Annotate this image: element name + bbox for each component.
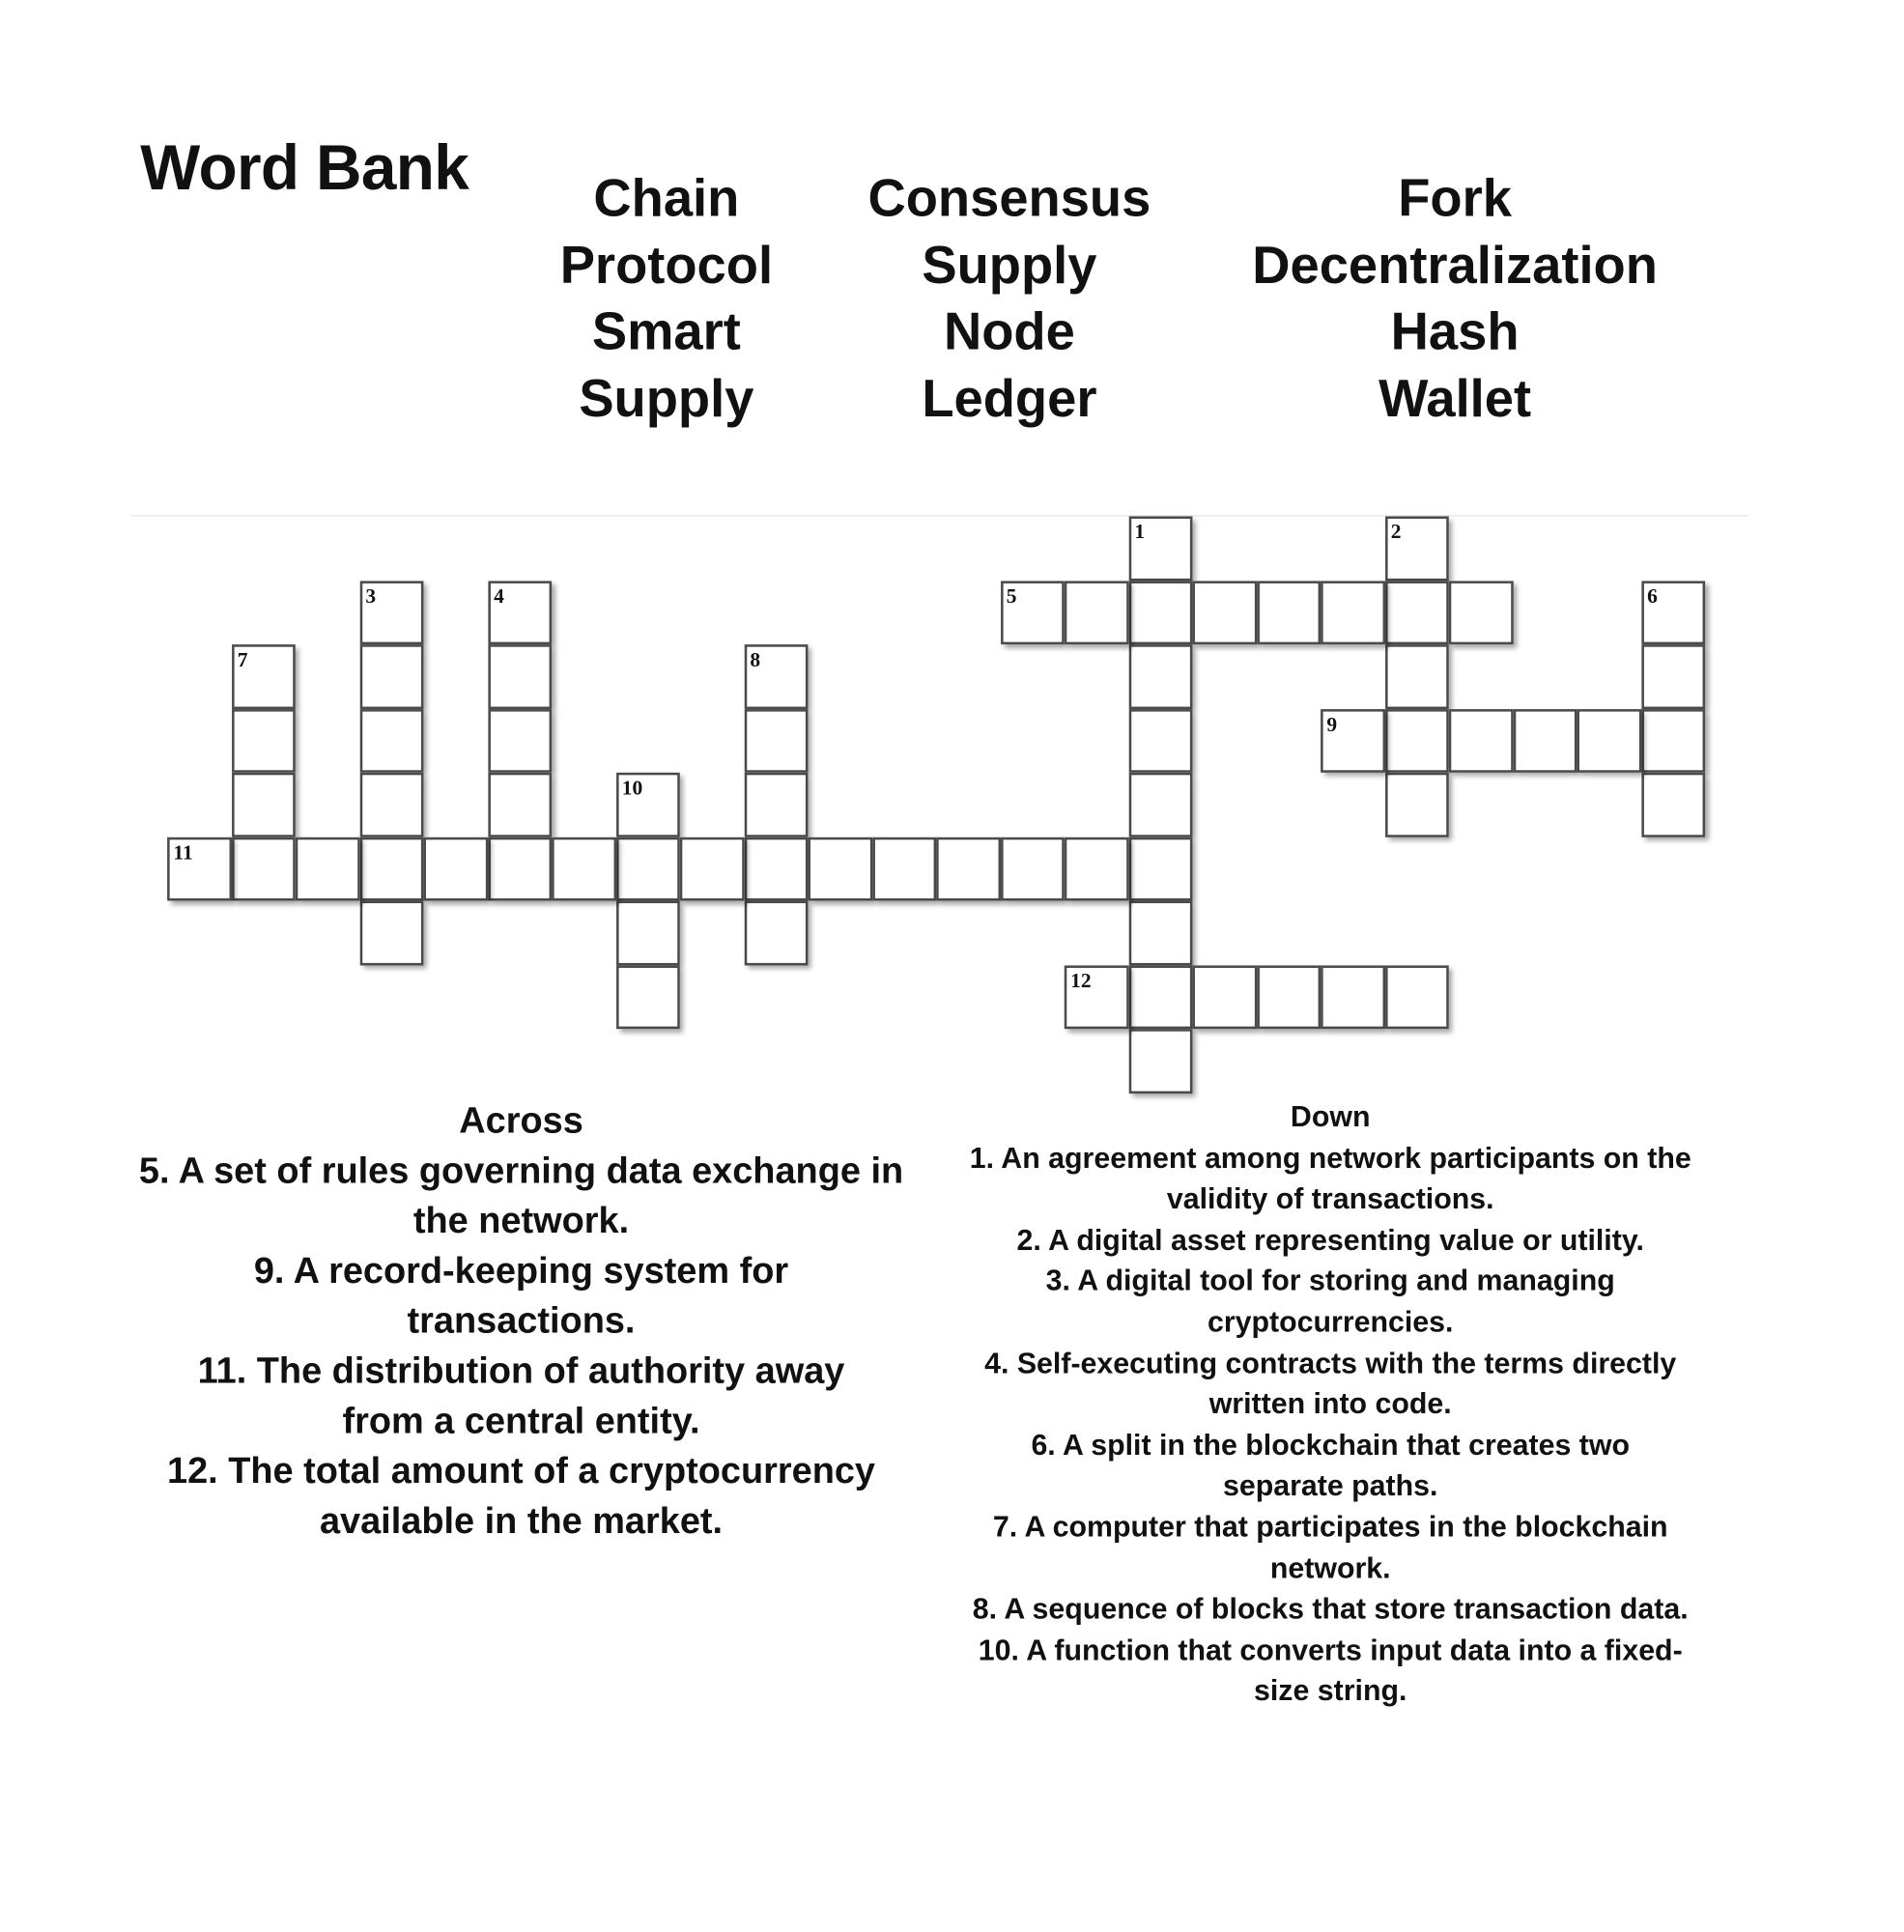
grid-cell[interactable] [1128,1029,1192,1093]
grid-cell[interactable] [1641,581,1705,644]
down-clue: 4. Self-executing contracts with the terms directly written into code. [984,1347,1677,1421]
grid-cell[interactable] [359,900,423,964]
grid-cell[interactable] [1257,965,1321,1029]
grid-cell[interactable] [488,708,552,772]
grid-cell[interactable] [488,644,552,708]
clue-number: 10 [621,776,643,800]
down-clues [940,1097,1721,1713]
word-bank-title: Word Bank [140,132,469,205]
grid-cell[interactable] [615,837,679,900]
grid-cell[interactable] [1128,965,1192,1029]
grid-cell[interactable] [744,900,808,964]
word-bank-column [753,166,1266,432]
grid-cell[interactable] [167,837,231,900]
clue-number: 11 [173,839,193,864]
grid-cell[interactable] [1384,708,1448,772]
grid-cell[interactable] [744,773,808,837]
clue-number: 1 [1134,520,1146,544]
word-bank-word: Smart [591,302,741,361]
grid-cell[interactable] [1257,581,1321,644]
grid-cell[interactable] [488,773,552,837]
grid-cell[interactable] [231,644,295,708]
clue-number: 2 [1390,520,1402,544]
divider [130,515,1748,516]
clue-number: 6 [1647,583,1658,608]
grid-cell[interactable] [1192,581,1256,644]
down-clue: 3. A digital tool for storing and managing cryptocurrencies. [1045,1264,1615,1340]
grid-cell[interactable] [1449,708,1513,772]
grid-cell[interactable] [1128,516,1192,580]
grid-cell[interactable] [615,900,679,964]
word-bank-word: Supply [922,236,1097,296]
grid-cell[interactable] [1384,965,1448,1029]
grid-cell[interactable] [1513,708,1577,772]
grid-cell[interactable] [936,837,1000,900]
grid-cell[interactable] [615,773,679,837]
word-bank-word: Fork [1398,169,1512,229]
grid-cell[interactable] [359,644,423,708]
grid-cell[interactable] [1449,581,1513,644]
grid-cell[interactable] [1641,644,1705,708]
grid-cell[interactable] [1321,965,1384,1029]
grid-cell[interactable] [1128,581,1192,644]
down-clue: 2. A digital asset representing value or utility. [1016,1224,1644,1258]
grid-cell[interactable] [488,837,552,900]
clue-number: 8 [750,647,761,671]
grid-cell[interactable] [359,773,423,837]
grid-cell[interactable] [808,837,871,900]
grid-cell[interactable] [1384,773,1448,837]
grid-cell[interactable] [1065,837,1128,900]
across-clues [130,1096,912,1547]
across-heading: Across [459,1100,583,1142]
word-bank-word: Protocol [559,236,774,296]
grid-cell[interactable] [1065,965,1128,1029]
word-bank-word: Chain [593,169,740,229]
grid-cell[interactable] [1384,644,1448,708]
grid-cell[interactable] [744,837,808,900]
word-bank-word: Ledger [922,369,1097,428]
clue-number: 5 [1006,583,1017,608]
grid-cell[interactable] [615,965,679,1029]
grid-cell[interactable] [1641,708,1705,772]
grid-cell[interactable] [1128,644,1192,708]
grid-cell[interactable] [1000,581,1064,644]
down-clue: 10. A function that converts input data into a fixed-size string. [978,1634,1683,1709]
down-clue: 1. An agreement among network participants on the validity of transactions. [969,1142,1691,1216]
grid-cell[interactable] [552,837,615,900]
word-bank-word: Wallet [1378,369,1532,428]
grid-cell[interactable] [296,837,359,900]
grid-cell[interactable] [872,837,936,900]
grid-cell[interactable] [423,837,487,900]
word-bank-word: Node [944,302,1075,361]
grid-cell[interactable] [1192,965,1256,1029]
word-bank-word: Hash [1390,302,1520,361]
grid-cell[interactable] [1000,837,1064,900]
grid-cell[interactable] [231,708,295,772]
down-heading: Down [1290,1100,1371,1134]
clue-number: 3 [365,583,377,608]
down-clue: 6. A split in the blockchain that creates two separate paths. [1031,1429,1630,1503]
grid-cell[interactable] [744,708,808,772]
grid-cell[interactable] [359,837,423,900]
word-bank-word: Supply [579,369,754,428]
grid-cell[interactable] [231,773,295,837]
across-clue: 5. A set of rules governing data exchange in the network. [138,1151,904,1241]
grid-cell[interactable] [488,581,552,644]
grid-cell[interactable] [1128,708,1192,772]
word-bank-word: Decentralization [1252,236,1658,296]
grid-cell[interactable] [1128,837,1192,900]
word-bank-column [1199,166,1712,432]
grid-cell[interactable] [1384,581,1448,644]
grid-cell[interactable] [231,837,295,900]
across-clue: 11. The distribution of authority away from a central entity. [197,1350,845,1442]
grid-cell[interactable] [1641,773,1705,837]
down-clue: 7. A computer that participates in the blockchain network. [992,1511,1668,1585]
across-clue: 9. A record-keeping system for transactions. [253,1251,789,1342]
clue-number: 9 [1326,712,1338,736]
grid-cell[interactable] [359,581,423,644]
grid-cell[interactable] [744,644,808,708]
grid-cell[interactable] [1577,708,1640,772]
grid-cell[interactable] [1128,773,1192,837]
grid-cell[interactable] [1321,708,1384,772]
grid-cell[interactable] [680,837,744,900]
across-clue: 12. The total amount of a cryptocurrency available in the market. [167,1451,876,1542]
clue-number: 4 [494,583,504,608]
grid-cell[interactable] [1128,900,1192,964]
down-clue: 8. A sequence of blocks that store transaction data. [972,1593,1689,1627]
clue-number: 12 [1070,968,1092,992]
grid-cell[interactable] [1384,516,1448,580]
grid-cell[interactable] [1065,581,1128,644]
grid-cell[interactable] [359,708,423,772]
word-bank-word: Consensus [867,169,1151,229]
grid-cell[interactable] [1321,581,1384,644]
clue-number: 7 [237,647,248,671]
